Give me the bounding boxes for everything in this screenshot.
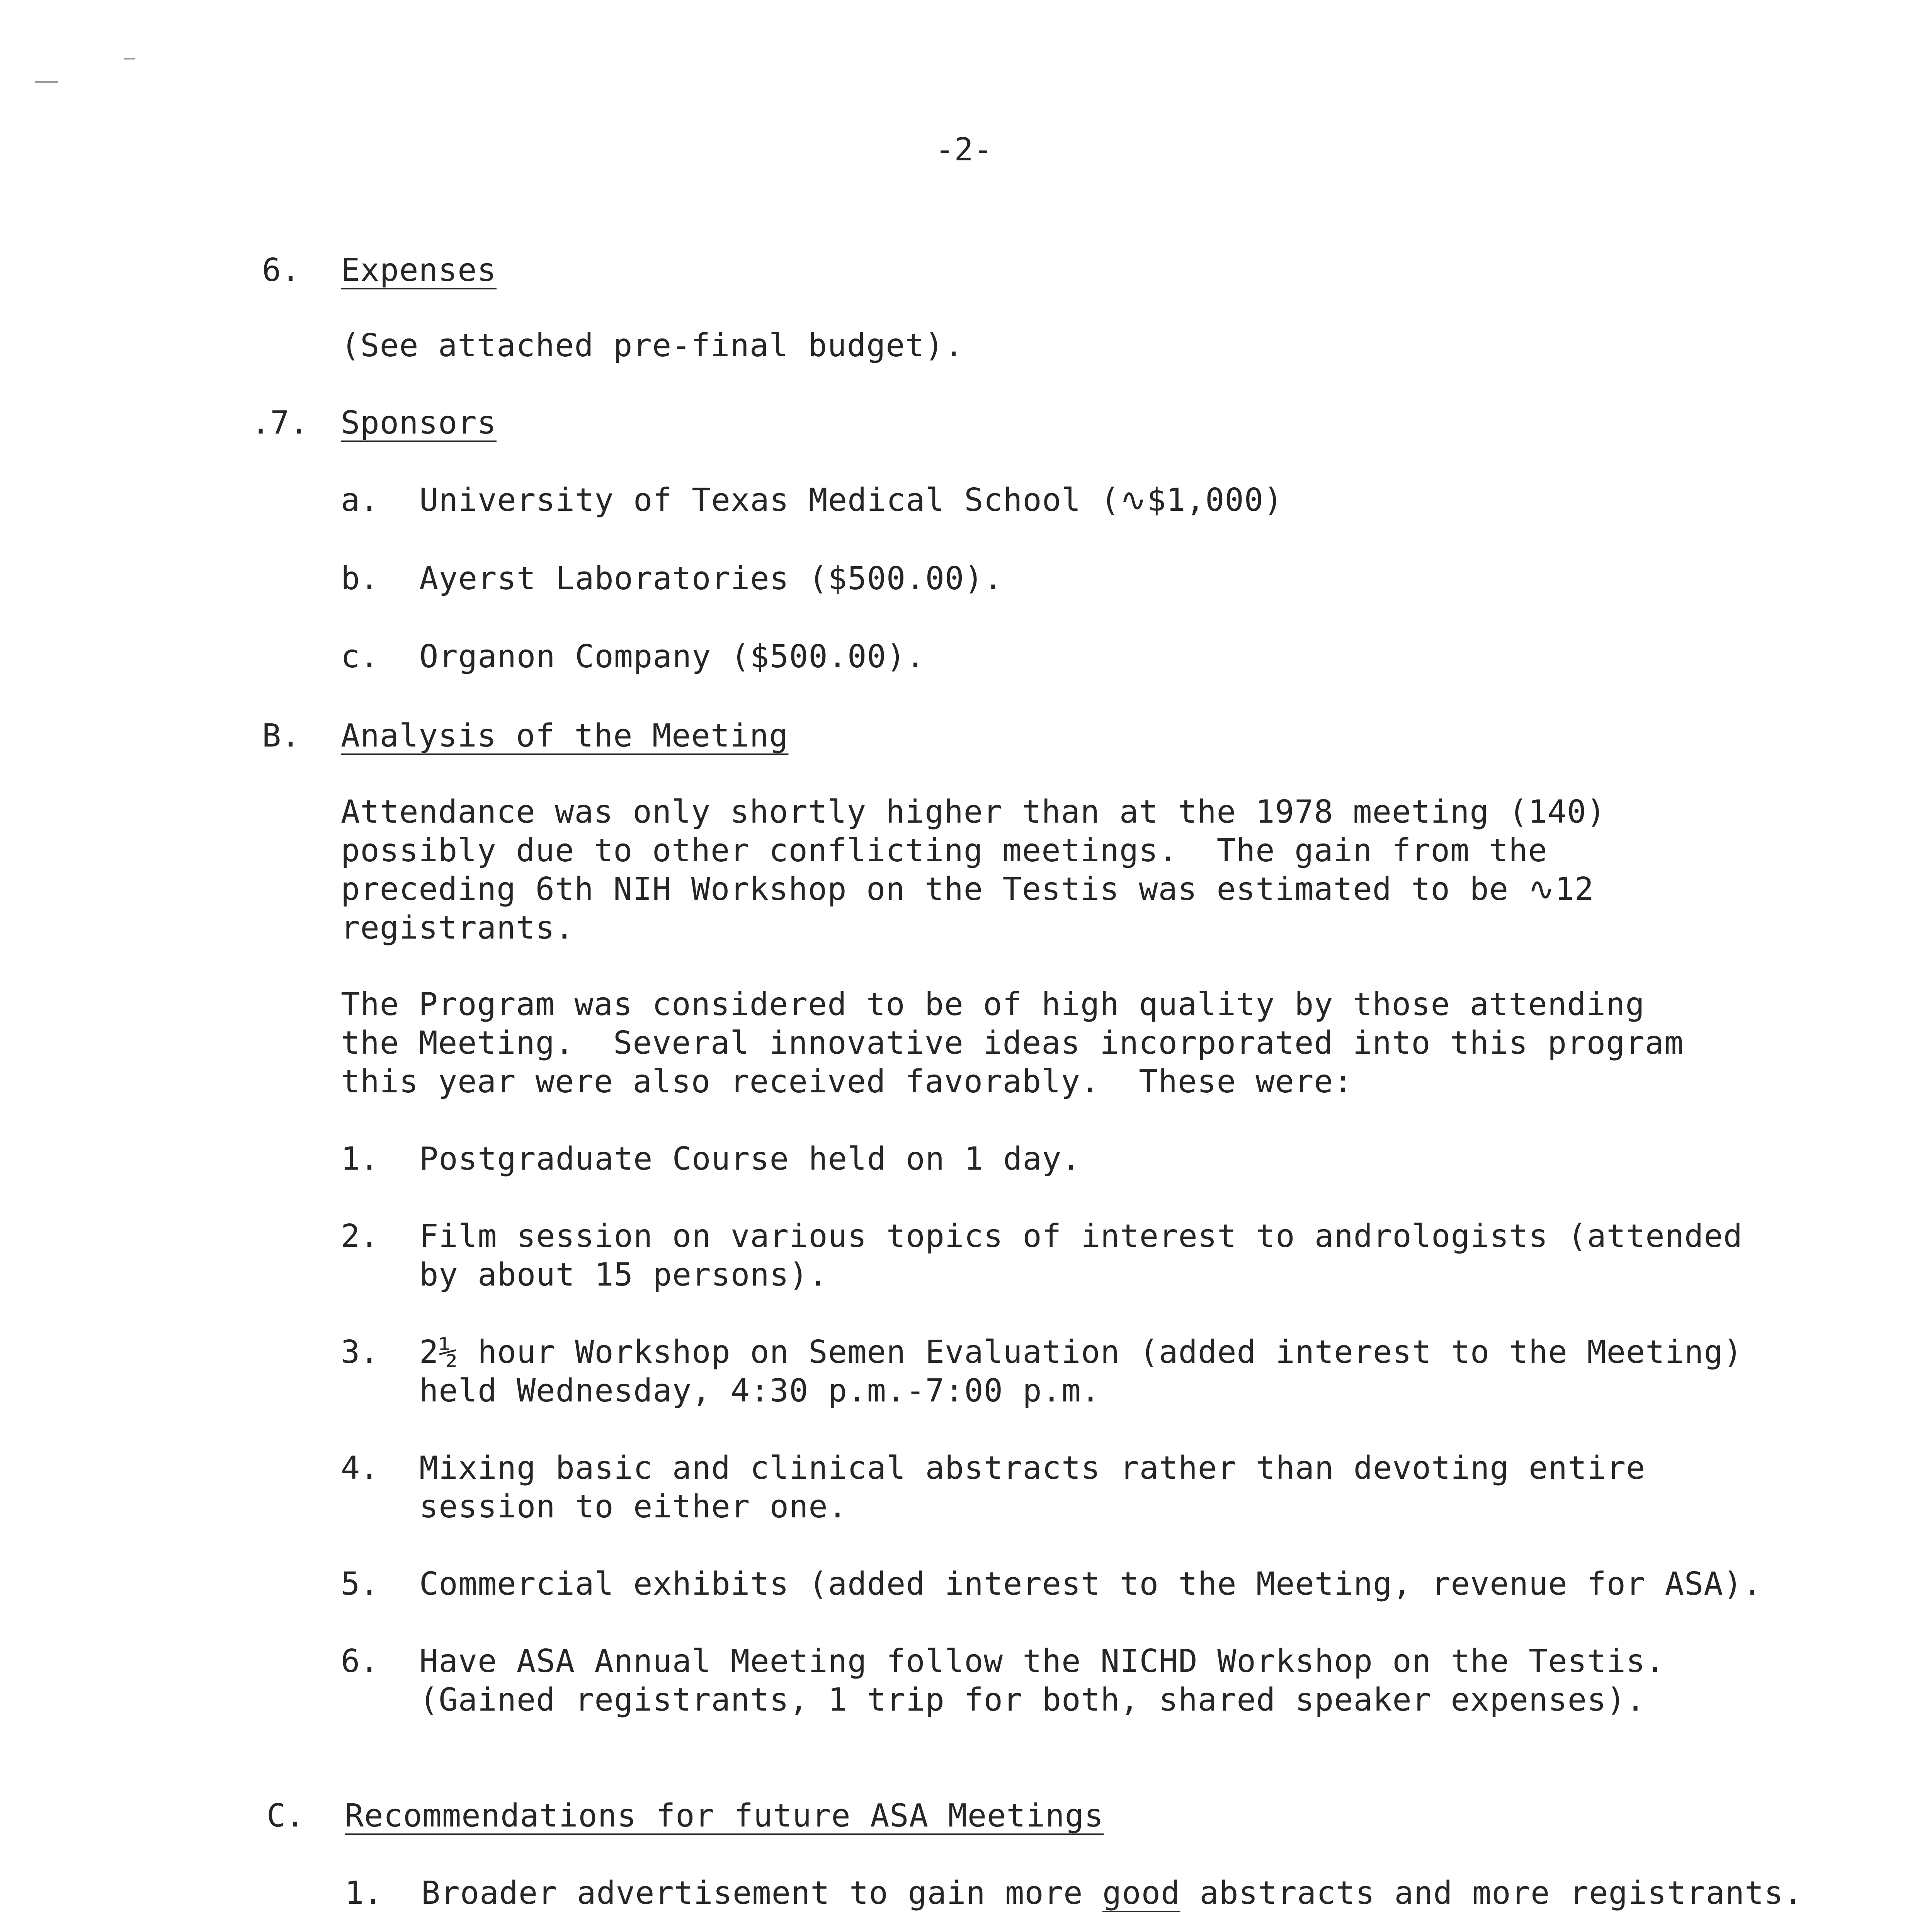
paragraph-line: preceding 6th NIH Workshop on the Testis was estimated to be ∿12 <box>341 871 1594 908</box>
list-label: c. <box>341 638 379 675</box>
list-label: 2. <box>341 1218 379 1255</box>
section-number-sponsors: .7. <box>251 405 309 441</box>
list-item-line: session to either one. <box>419 1488 848 1525</box>
section-number-analysis: B. <box>262 718 300 754</box>
underlined-word: good <box>1102 1875 1180 1912</box>
section-heading-expenses: Expenses <box>341 252 497 289</box>
scan-speck <box>35 81 58 83</box>
list-item-line: Commercial exhibits (added interest to the Meeting, revenue for ASA). <box>419 1566 1762 1602</box>
list-label: 1. <box>341 1141 379 1177</box>
page-number: -2- <box>935 131 993 168</box>
scan-speck <box>124 58 135 60</box>
list-item-line <box>421 1874 1803 1913</box>
list-item-line: by about 15 persons). <box>419 1257 828 1293</box>
paragraph-line: Attendance was only shortly higher than at the 1978 meeting (140) <box>341 794 1606 830</box>
list-label: 4. <box>341 1450 379 1486</box>
section-heading-recommendations: Recommendations for future ASA Meetings <box>345 1798 1104 1834</box>
list-item-line: Film session on various topics of interest to andrologists (attended <box>419 1218 1743 1255</box>
section-heading-sponsors: Sponsors <box>341 405 497 441</box>
paragraph-line: the Meeting. Several innovative ideas incorporated into this program <box>341 1025 1684 1061</box>
list-label: 3. <box>341 1334 379 1371</box>
list-item-line: Have ASA Annual Meeting follow the NICHD Workshop on the Testis. <box>419 1643 1665 1680</box>
paragraph-line: registrants. <box>341 910 575 946</box>
text-run: abstracts and more registrants. <box>1180 1875 1803 1912</box>
section-heading-analysis: Analysis of the Meeting <box>341 718 789 754</box>
expenses-text: (See attached pre-final budget). <box>341 327 964 364</box>
list-label: 1. <box>345 1875 383 1912</box>
list-label: 5. <box>341 1566 379 1602</box>
list-label: b. <box>341 560 379 597</box>
list-item-line: Mixing basic and clinical abstracts rather than devoting entire <box>419 1450 1646 1486</box>
sponsor-item: University of Texas Medical School (∿$1,000) <box>419 482 1283 519</box>
sponsor-item: Ayerst Laboratories ($500.00). <box>419 560 1004 597</box>
list-label: 6. <box>341 1643 379 1680</box>
list-item-line: (Gained registrants, 1 trip for both, shared speaker expenses). <box>419 1682 1646 1718</box>
list-item-line: 2½ hour Workshop on Semen Evaluation (added interest to the Meeting) <box>419 1334 1743 1371</box>
list-item-line: Postgraduate Course held on 1 day. <box>419 1141 1081 1177</box>
paragraph-line: this year were also received favorably. These were: <box>341 1063 1353 1100</box>
sponsor-item: Organon Company ($500.00). <box>419 638 925 675</box>
paragraph-line: possibly due to other conflicting meetings. The gain from the <box>341 832 1548 869</box>
list-label: a. <box>341 482 379 519</box>
section-number-expenses: 6. <box>262 252 300 289</box>
list-item-line: held Wednesday, 4:30 p.m.-7:00 p.m. <box>419 1372 1101 1409</box>
section-number-recommendations: C. <box>267 1798 305 1834</box>
text-run: Broader advertisement to gain more <box>421 1875 1102 1912</box>
paragraph-line: The Program was considered to be of high quality by those attending <box>341 986 1645 1023</box>
